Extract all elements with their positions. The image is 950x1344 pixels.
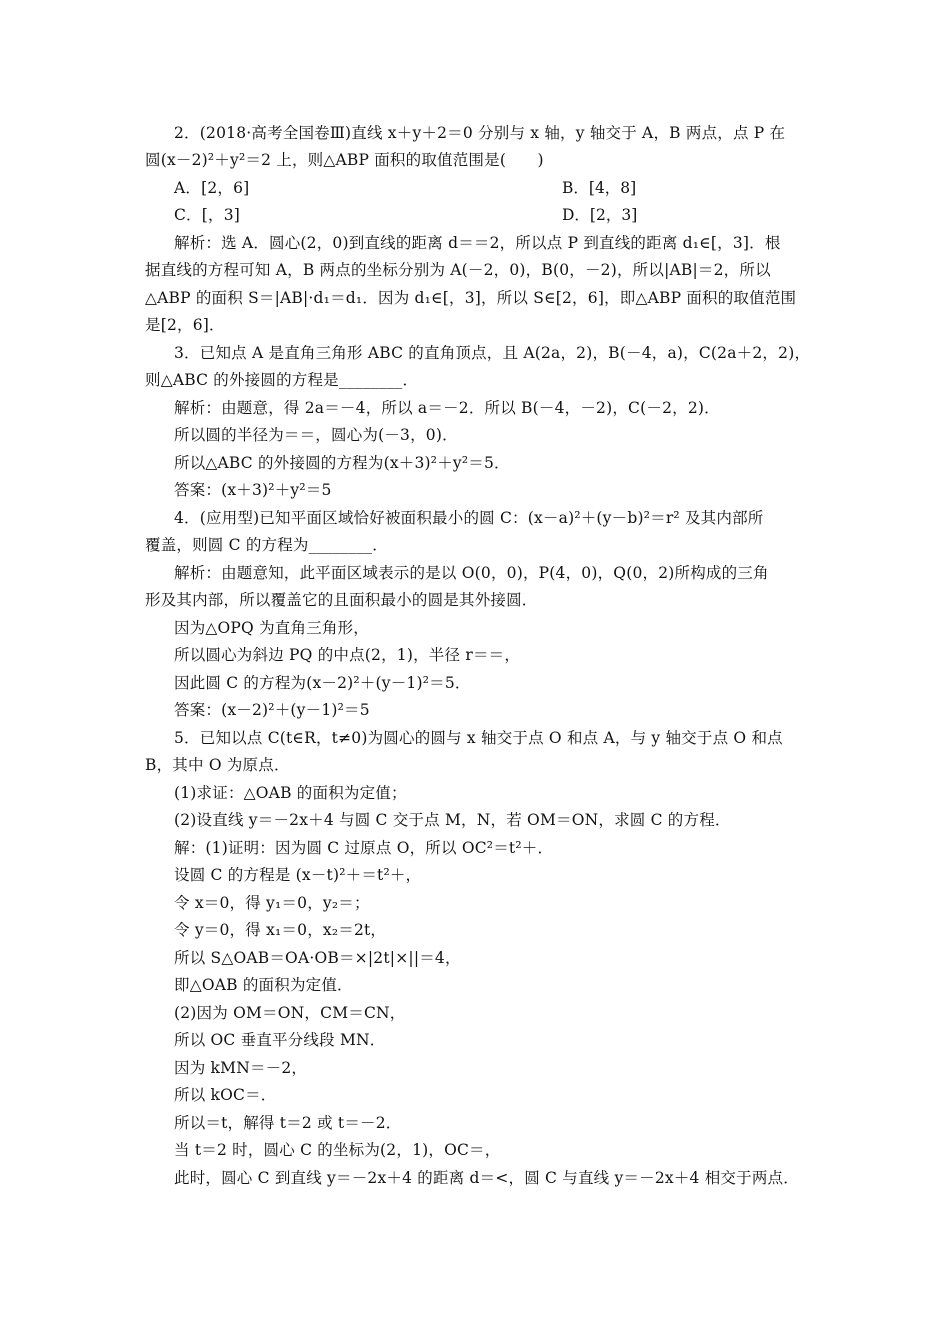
solution-3-line-1: 解析：由题意，得 2a＝－4，所以 a＝－2．所以 B(－4，－2)，C(－2，2)． <box>174 399 720 417</box>
solution-5-line-10: 所以 kOC＝． <box>174 1086 277 1104</box>
problem-5-part-2: (2)设直线 y＝－2x＋4 与圆 C 交于点 M，N，若 OM＝ON，求圆 C 的方程． <box>174 811 731 829</box>
solution-5-line-4: 令 y＝0，得 x₁＝0，x₂＝2t， <box>174 921 387 939</box>
solution-5-line-9: 因为 kMN＝－2， <box>174 1059 308 1077</box>
option-b: B．[4，8] <box>562 179 637 197</box>
solution-5-line-2: 设圆 C 的方程是 (x－t)²＋＝t²＋， <box>174 866 422 884</box>
solution-5-line-6: 即△OAB 的面积为定值． <box>174 976 353 994</box>
solution-2-line-1: 解析：选 A．圆心(2，0)到直线的距离 d＝＝2，所以点 P 到直线的距离 d₁∈[，3]．根 <box>174 234 781 252</box>
solution-5-line-12: 当 t＝2 时，圆心 C 的坐标为(2，1)，OC＝， <box>174 1141 501 1159</box>
problem-5-stem: 5．已知以点 C(t∈R，t≠0)为圆心的圆与 x 轴交于点 O 和点 A，与 y 轴交于点 O 和点 <box>174 729 783 747</box>
problem-2-stem: 2．(2018·高考全国卷Ⅲ)直线 x＋y＋2＝0 分别与 x 轴，y 轴交于 A，B 两点，点 P 在 <box>174 124 786 142</box>
solution-5-line-7: (2)因为 OM＝ON，CM＝CN， <box>174 1004 406 1022</box>
solution-5-line-13: 此时，圆心 C 到直线 y＝－2x＋4 的距离 d＝<，圆 C 与直线 y＝－2x＋4 相交于两点． <box>174 1169 799 1187</box>
solution-2-line-4: 是[2，6]． <box>145 316 225 334</box>
problem-4-stem-cont: 覆盖，则圆 C 的方程为________． <box>145 536 388 554</box>
problem-3-stem: 3．已知点 A 是直角三角形 ABC 的直角顶点，且 A(2a，2)，B(－4，a)，C(2a＋2，2)， <box>174 344 811 362</box>
solution-4-line-3: 因为△OPQ 为直角三角形， <box>174 619 369 637</box>
problem-5-part-1: (1)求证：△OAB 的面积为定值； <box>174 784 407 802</box>
option-d: D．[2，3] <box>562 206 638 224</box>
solution-3-line-2: 所以圆的半径为＝＝，圆心为(－3，0)． <box>174 426 458 444</box>
solution-5-line-3: 令 x＝0，得 y₁＝0，y₂＝； <box>174 894 370 912</box>
solution-4-line-5: 因此圆 C 的方程为(x－2)²＋(y－1)²＝5． <box>174 674 471 692</box>
problem-5-stem-cont: B，其中 O 为原点． <box>145 756 290 774</box>
solution-5-line-8: 所以 OC 垂直平分线段 MN． <box>174 1031 386 1049</box>
solution-2-line-2: 据直线的方程可知 A，B 两点的坐标分别为 A(－2，0)，B(0，－2)，所以|AB|＝2，所以 <box>145 261 771 279</box>
solution-4-line-4: 所以圆心为斜边 PQ 的中点(2，1)，半径 r＝＝， <box>174 646 521 664</box>
solution-2-line-3: △ABP 的面积 S＝|AB|·d₁＝d₁．因为 d₁∈[，3]，所以 S∈[2，6]，即△ABP 面积的取值范围 <box>145 289 797 307</box>
solution-4-line-1: 解析：由题意知，此平面区域表示的是以 O(0，0)，P(4，0)，Q(0，2)所构成的三角 <box>174 564 769 582</box>
solution-5-line-1: 解：(1)证明：因为圆 C 过原点 O，所以 OC²＝t²＋． <box>174 839 554 857</box>
solution-5-line-11: 所以＝t，解得 t＝2 或 t＝－2． <box>174 1114 402 1132</box>
solution-4-line-2: 形及其内部，所以覆盖它的且面积最小的圆是其外接圆． <box>145 591 538 609</box>
problem-4-stem: 4．(应用型)已知平面区域恰好被面积最小的圆 C：(x－a)²＋(y－b)²＝r² 及其内部所 <box>174 509 764 527</box>
problem-3-stem-cont: 则△ABC 的外接圆的方程是________． <box>145 371 419 389</box>
solution-5-line-5: 所以 S△OAB＝OA·OB＝×|2t|×||＝4， <box>174 949 461 967</box>
answer-4: 答案：(x－2)²＋(y－1)²＝5 <box>174 701 370 719</box>
option-c: C．[，3] <box>174 206 241 224</box>
solution-3-line-3: 所以△ABC 的外接圆的方程为(x＋3)²＋y²＝5． <box>174 454 510 472</box>
problem-2-stem-cont: 圆(x－2)²＋y²＝2 上，则△ABP 面积的取值范围是( ) <box>145 151 544 169</box>
answer-3: 答案：(x＋3)²＋y²＝5 <box>174 481 332 499</box>
option-a: A．[2，6] <box>174 179 250 197</box>
